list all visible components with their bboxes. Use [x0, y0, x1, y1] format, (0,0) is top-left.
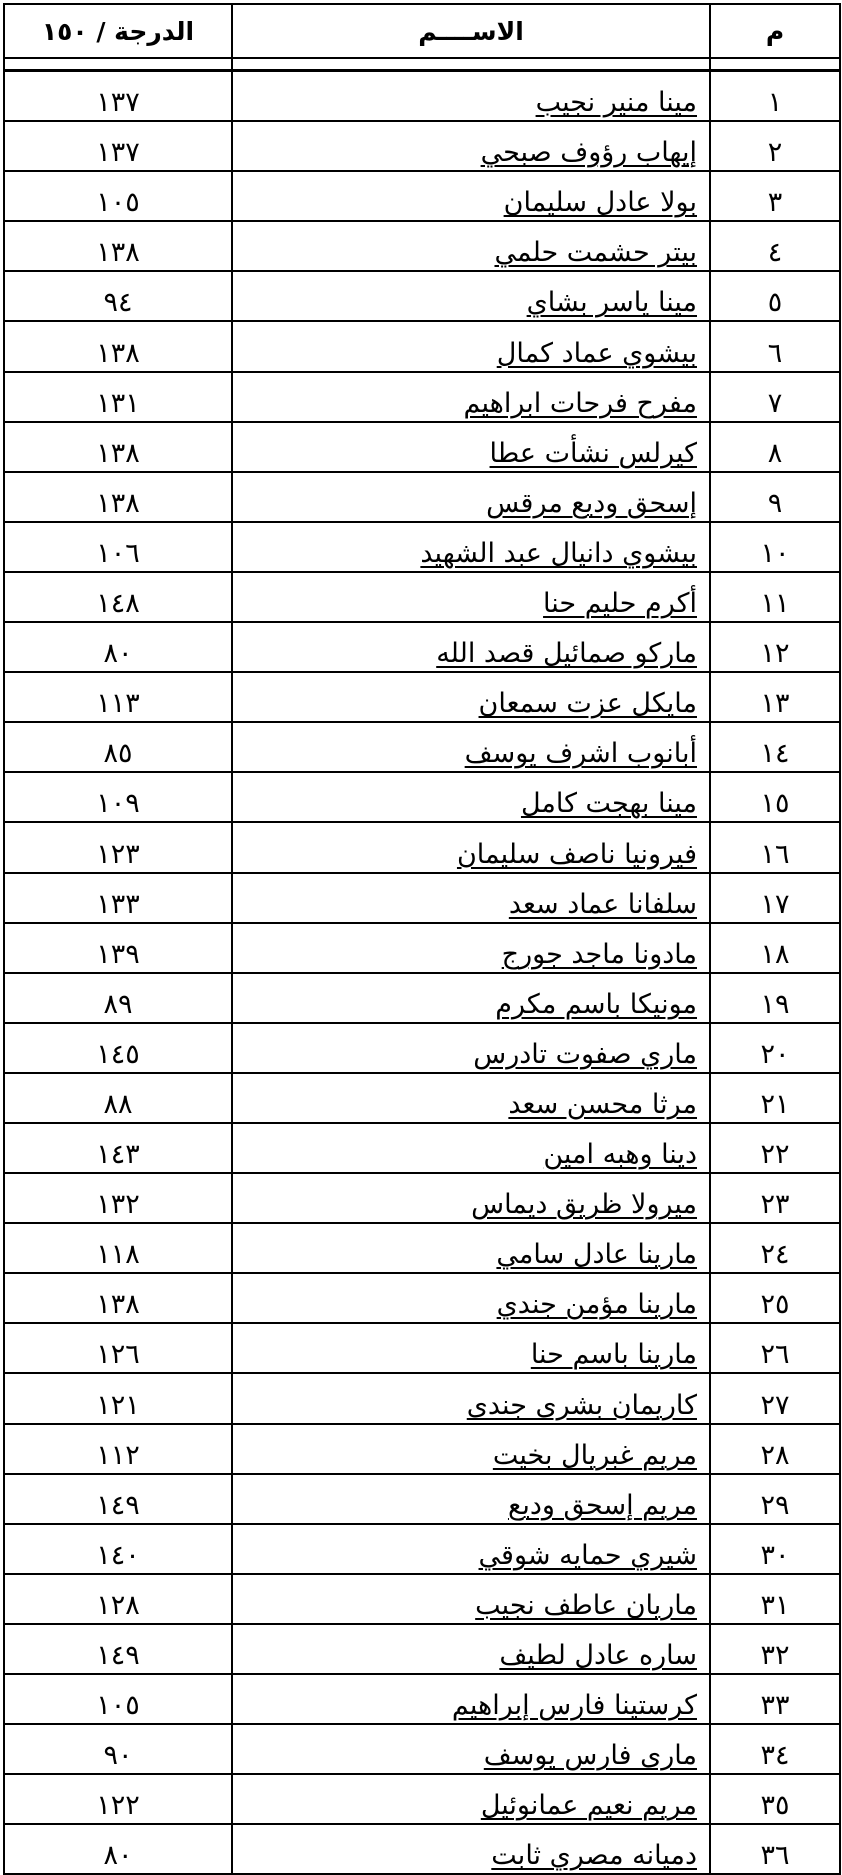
results-sheet	[3, 3, 839, 1872]
student-name: مارينا باسم حنا	[530, 1339, 697, 1371]
table-row	[4, 71, 840, 122]
serial-number-cell: ٢٨	[710, 1424, 840, 1474]
serial-number-cell: ١١	[710, 572, 840, 622]
spacer-cell	[710, 58, 840, 71]
grade-cell: ١٣٨	[4, 221, 232, 271]
name-cell	[232, 1524, 710, 1574]
student-name: شيري حمايه شوقي	[478, 1539, 697, 1571]
table-row	[4, 1674, 840, 1724]
table-row	[4, 1424, 840, 1474]
student-name: سلفانا عماد سعد	[508, 888, 697, 920]
serial-number-cell: ٢٧	[710, 1373, 840, 1423]
name-cell	[232, 873, 710, 923]
student-name: أكرم حليم حنا	[543, 588, 697, 620]
grade-cell: ٨٩	[4, 973, 232, 1023]
serial-number-cell: ١٧	[710, 873, 840, 923]
grade-cell: ١٣٨	[4, 472, 232, 522]
grade-cell: ٨٨	[4, 1073, 232, 1123]
serial-number-cell: ٤	[710, 221, 840, 271]
grade-cell: ١٣٩	[4, 923, 232, 973]
serial-number-cell: ١٣	[710, 672, 840, 722]
student-name: دميانه مصري ثابت	[491, 1840, 697, 1872]
student-name: مريم غبريال بخيت	[492, 1439, 697, 1471]
table-header	[4, 4, 840, 71]
name-cell	[232, 722, 710, 772]
grade-cell: ١٤٩	[4, 1624, 232, 1674]
table-row	[4, 973, 840, 1023]
table-row	[4, 1624, 840, 1674]
student-name: كيرلس نشأت عطا	[489, 437, 697, 469]
name-cell	[232, 1574, 710, 1624]
name-cell	[232, 973, 710, 1023]
serial-number-cell: ٣٣	[710, 1674, 840, 1724]
serial-number-cell: ٢٩	[710, 1474, 840, 1524]
student-name: مينا منير نجيب	[535, 87, 697, 119]
student-name: مايكل عزت سمعان	[478, 688, 697, 720]
table-row	[4, 1123, 840, 1173]
name-cell	[232, 422, 710, 472]
header-name: الاســــم	[232, 4, 710, 58]
student-name: ساره عادل لطيف	[499, 1640, 697, 1671]
name-cell	[232, 71, 710, 122]
table-row	[4, 1724, 840, 1774]
table-row	[4, 822, 840, 872]
serial-number-cell: ٣٠	[710, 1524, 840, 1574]
serial-number-cell: ٨	[710, 422, 840, 472]
name-cell	[232, 1123, 710, 1173]
name-cell	[232, 1824, 710, 1874]
name-cell	[232, 171, 710, 221]
student-name: كاريمان بشرى جندى	[466, 1389, 697, 1421]
name-cell	[232, 622, 710, 672]
student-name: أبانوب اشرف يوسف	[464, 738, 697, 770]
grade-cell: ٩٤	[4, 271, 232, 321]
table-row	[4, 672, 840, 722]
grade-cell: ٨٠	[4, 1824, 232, 1874]
student-name: ماريان عاطف نجيب	[475, 1589, 697, 1621]
serial-number-cell: ١٢	[710, 622, 840, 672]
grade-cell: ٩٠	[4, 1724, 232, 1774]
student-name: إسحق وديع مرقس	[486, 487, 697, 519]
table-row	[4, 522, 840, 572]
header-number: م	[710, 4, 840, 58]
name-cell	[232, 1273, 710, 1323]
name-cell	[232, 1173, 710, 1223]
table-row	[4, 1223, 840, 1273]
table-row	[4, 923, 840, 973]
student-name: مفرح فرحات ابراهيم	[463, 387, 697, 419]
serial-number-cell: ٢	[710, 121, 840, 171]
grade-cell: ١٤٣	[4, 1123, 232, 1173]
student-name: ماركو صمائيل قصد الله	[436, 638, 697, 670]
table-row	[4, 121, 840, 171]
table-row	[4, 1023, 840, 1073]
grade-cell: ١٣١	[4, 372, 232, 422]
grade-cell: ١٢٦	[4, 1323, 232, 1373]
name-cell	[232, 372, 710, 422]
name-cell	[232, 1774, 710, 1824]
table-row	[4, 572, 840, 622]
grade-cell: ١٣٨	[4, 1273, 232, 1323]
grade-cell: ١٣٨	[4, 321, 232, 371]
serial-number-cell: ٦	[710, 321, 840, 371]
serial-number-cell: ٣٢	[710, 1624, 840, 1674]
student-name: فيرونيا ناصف سليمان	[456, 838, 697, 870]
student-name: مادونا ماجد جورج	[501, 938, 697, 970]
serial-number-cell: ٢١	[710, 1073, 840, 1123]
grade-cell: ١٤٠	[4, 1524, 232, 1574]
grade-cell: ١٣٢	[4, 1173, 232, 1223]
serial-number-cell: ٢٣	[710, 1173, 840, 1223]
serial-number-cell: ٢٦	[710, 1323, 840, 1373]
name-cell	[232, 321, 710, 371]
grade-cell: ١٣٣	[4, 873, 232, 923]
name-cell	[232, 121, 710, 171]
name-cell	[232, 822, 710, 872]
student-name: مارينا عادل سامي	[496, 1239, 697, 1271]
table-row	[4, 1323, 840, 1373]
student-name: مارينا مؤمن جندي	[496, 1289, 697, 1321]
table-row	[4, 372, 840, 422]
grade-cell: ١١٣	[4, 672, 232, 722]
student-name: إيهاب رؤوف صبحي	[480, 137, 697, 169]
table-row	[4, 271, 840, 321]
header-row	[4, 4, 840, 58]
student-name: مريم إسحق وديع	[507, 1489, 697, 1521]
student-name: بيشوي عماد كمال	[496, 337, 697, 369]
name-cell	[232, 1424, 710, 1474]
table-row	[4, 221, 840, 271]
student-name: دينا وهبه امين	[543, 1139, 697, 1171]
student-name: مريم نعيم عمانوئيل	[480, 1790, 697, 1822]
serial-number-cell: ٣٦	[710, 1824, 840, 1874]
grade-cell: ١٠٥	[4, 1674, 232, 1724]
grade-cell: ١٣٧	[4, 71, 232, 122]
name-cell	[232, 1624, 710, 1674]
serial-number-cell: ١٦	[710, 822, 840, 872]
table-row	[4, 1774, 840, 1824]
student-name: ماري صفوت تادرس	[473, 1038, 697, 1070]
name-cell	[232, 1674, 710, 1724]
grade-cell: ١٤٩	[4, 1474, 232, 1524]
serial-number-cell: ٢٤	[710, 1223, 840, 1273]
serial-number-cell: ١٩	[710, 973, 840, 1023]
grade-cell: ٨٥	[4, 722, 232, 772]
serial-number-cell: ١٤	[710, 722, 840, 772]
student-name: بيتر حشمت حلمي	[494, 237, 697, 269]
table-row	[4, 1574, 840, 1624]
serial-number-cell: ٧	[710, 372, 840, 422]
grade-cell: ١٢٨	[4, 1574, 232, 1624]
serial-number-cell: ٣١	[710, 1574, 840, 1624]
grades-table	[3, 3, 841, 1875]
serial-number-cell: ١	[710, 71, 840, 122]
name-cell	[232, 472, 710, 522]
grade-cell: ١٠٥	[4, 171, 232, 221]
grade-cell: ٨٠	[4, 622, 232, 672]
name-cell	[232, 1474, 710, 1524]
serial-number-cell: ٥	[710, 271, 840, 321]
table-row	[4, 622, 840, 672]
grade-cell: ١٠٦	[4, 522, 232, 572]
serial-number-cell: ١٥	[710, 772, 840, 822]
grade-cell: ١٣٧	[4, 121, 232, 171]
grade-cell: ١٢٣	[4, 822, 232, 872]
spacer-cell	[4, 58, 232, 71]
table-row	[4, 1824, 840, 1874]
table-row	[4, 1073, 840, 1123]
student-name: بيشوي دانيال عبد الشهيد	[420, 537, 697, 569]
table-row	[4, 1173, 840, 1223]
name-cell	[232, 522, 710, 572]
serial-number-cell: ٣٥	[710, 1774, 840, 1824]
spacer-cell	[232, 58, 710, 71]
table-body	[4, 71, 840, 1875]
header-spacer-row	[4, 58, 840, 71]
student-name: كرستينا فارس إبراهيم	[451, 1690, 697, 1722]
table-row	[4, 422, 840, 472]
table-row	[4, 321, 840, 371]
table-row	[4, 472, 840, 522]
name-cell	[232, 271, 710, 321]
table-row	[4, 1373, 840, 1423]
serial-number-cell: ٢٥	[710, 1273, 840, 1323]
name-cell	[232, 572, 710, 622]
table-row	[4, 1474, 840, 1524]
grade-cell: ١٢٢	[4, 1774, 232, 1824]
serial-number-cell: ٩	[710, 472, 840, 522]
table-row	[4, 722, 840, 772]
name-cell	[232, 221, 710, 271]
table-row	[4, 772, 840, 822]
name-cell	[232, 1373, 710, 1423]
grade-cell: ١٣٨	[4, 422, 232, 472]
student-name: مونيكا باسم مكرم	[495, 988, 697, 1020]
student-name: مرثا محسن سعد	[508, 1088, 697, 1120]
serial-number-cell: ٣٤	[710, 1724, 840, 1774]
serial-number-cell: ٢٠	[710, 1023, 840, 1073]
student-name: بولا عادل سليمان	[503, 187, 697, 219]
grade-cell: ١٤٥	[4, 1023, 232, 1073]
student-name: مينا بهجت كامل	[520, 788, 697, 820]
table-row	[4, 873, 840, 923]
name-cell	[232, 1023, 710, 1073]
name-cell	[232, 1323, 710, 1373]
table-row	[4, 171, 840, 221]
grade-cell: ١٢١	[4, 1373, 232, 1423]
serial-number-cell: ١٨	[710, 923, 840, 973]
name-cell	[232, 772, 710, 822]
name-cell	[232, 672, 710, 722]
grade-cell: ١١٢	[4, 1424, 232, 1474]
grade-cell: ١١٨	[4, 1223, 232, 1273]
header-grade: الدرجة / ١٥٠	[4, 4, 232, 58]
serial-number-cell: ٢٢	[710, 1123, 840, 1173]
table-row	[4, 1524, 840, 1574]
student-name: مينا ياسر بشاي	[526, 287, 697, 319]
grade-cell: ١٠٩	[4, 772, 232, 822]
name-cell	[232, 1724, 710, 1774]
serial-number-cell: ١٠	[710, 522, 840, 572]
name-cell	[232, 1073, 710, 1123]
grade-cell: ١٤٨	[4, 572, 232, 622]
serial-number-cell: ٣	[710, 171, 840, 221]
student-name: ميرولا ظريق ديماس	[471, 1189, 697, 1221]
student-name: مارى فارس يوسف	[483, 1740, 697, 1772]
name-cell	[232, 1223, 710, 1273]
name-cell	[232, 923, 710, 973]
table-row	[4, 1273, 840, 1323]
